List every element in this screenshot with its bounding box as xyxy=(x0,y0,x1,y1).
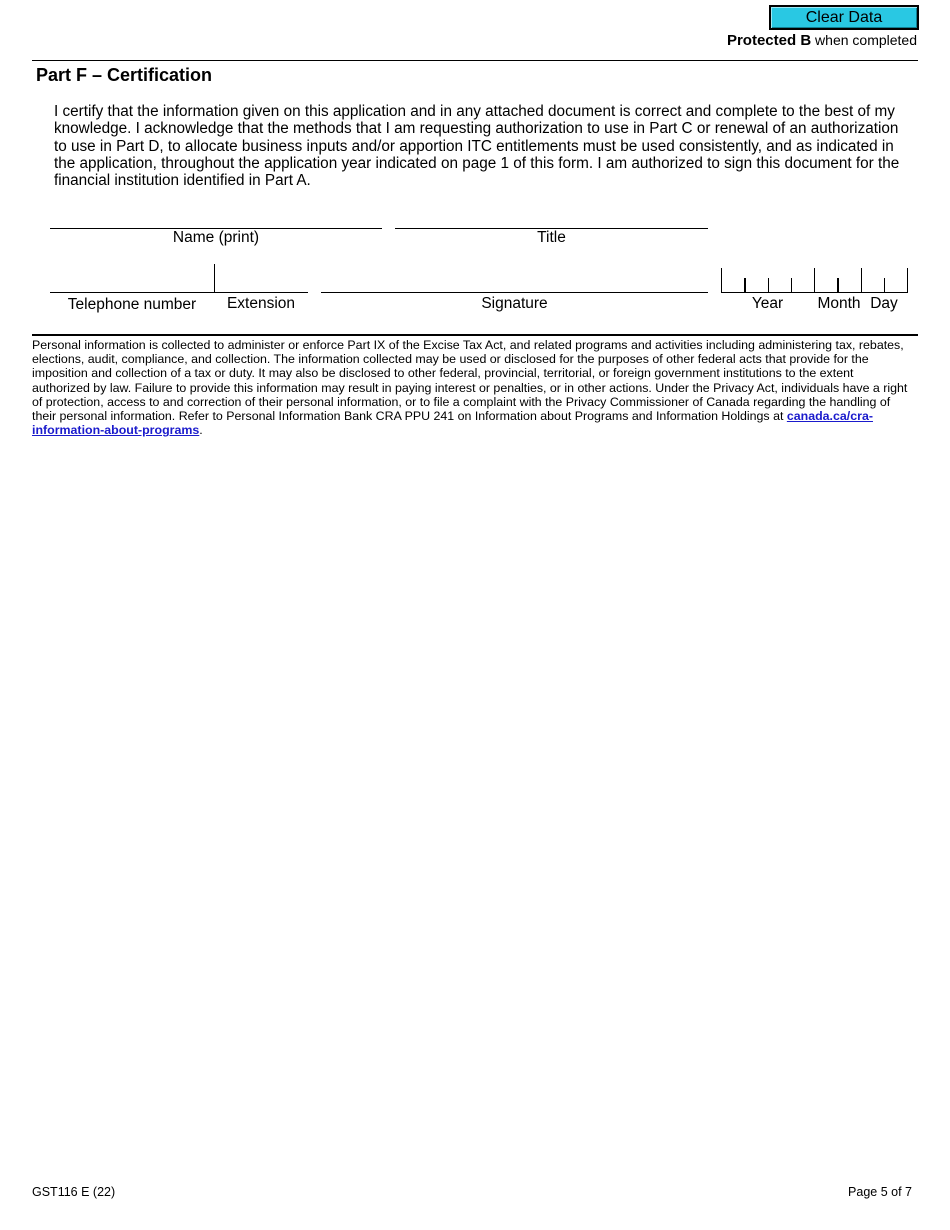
title-label: Title xyxy=(537,229,566,246)
name-label: Name (print) xyxy=(172,229,260,246)
cra-info-link[interactable]: canada.ca/cra-information-about-programs xyxy=(32,409,873,438)
signature-field[interactable] xyxy=(321,292,708,293)
month-digit-divider xyxy=(837,278,839,292)
year-digit-divider xyxy=(791,278,792,292)
year-digit-divider xyxy=(768,278,769,292)
form-identifier: GST116 E (22) xyxy=(32,1185,116,1199)
page-number: Page 5 of 7 xyxy=(848,1185,912,1199)
privacy-text: Personal information is collected to administer or enforce Part IX of the Excise Tax Act, and related programs and activities including administering tax, rebates, elections, audit, compliance, and collection. The information collected may be used or disclosed for the purposes of other federal acts that provide for the imposition and collection of a tax or duty. It may also be disclosed to other federal, provincial, territorial, or foreign government institutions to the extent authorized by law. Failure to provide this information may result in paying interest or penalties, or in other actions. Under the Privacy Act, individuals have a right of protection, access to and correction of their personal information, or to file a complaint with the Privacy Commissioner of Canada regarding the handling of their personal information. Refer to Personal Information Bank CRA PPU 241 on Information about Programs and Information Holdings at xyxy=(32,338,908,424)
extension-field[interactable] xyxy=(214,292,308,293)
date-left-edge xyxy=(721,268,722,292)
privacy-divider xyxy=(32,334,918,336)
year-digit-divider xyxy=(744,278,746,292)
day-digit-divider xyxy=(884,278,885,292)
protected-b-notice xyxy=(727,32,917,49)
day-label: Day xyxy=(870,295,898,312)
date-right-edge xyxy=(907,268,908,292)
signature-label: Signature xyxy=(481,295,548,312)
top-divider xyxy=(32,60,918,61)
year-month-divider xyxy=(814,268,815,292)
clear-data-button[interactable]: Clear Data xyxy=(769,5,919,30)
privacy-period: . xyxy=(199,423,203,438)
year-label: Year xyxy=(751,295,784,312)
extension-label: Extension xyxy=(226,295,296,312)
telephone-extension-divider xyxy=(214,264,215,292)
when-completed-label: when completed xyxy=(811,32,917,48)
telephone-label: Telephone number xyxy=(67,296,197,313)
part-f-title: Part F – Certification xyxy=(36,65,213,85)
certification-statement: I certify that the information given on this application and in any attached document is correct and complete to the best of my knowledge. I acknowledge that the methods that I am requesting authorization to use in Part C or renewal of an authorization to use in Part D, to allocate business inputs and/or apportion ITC entitlements must be used consistently, and as indicated in the application, throughout the application year indicated on page 1 of this form. I am authorized to sign this document for the financial institution identified in Part A. xyxy=(54,103,900,190)
month-label: Month xyxy=(817,295,861,312)
protected-b-label: Protected B xyxy=(726,32,812,49)
month-day-divider xyxy=(861,268,862,292)
date-baseline xyxy=(721,292,908,293)
telephone-field[interactable] xyxy=(50,292,214,293)
privacy-notice xyxy=(32,338,912,437)
